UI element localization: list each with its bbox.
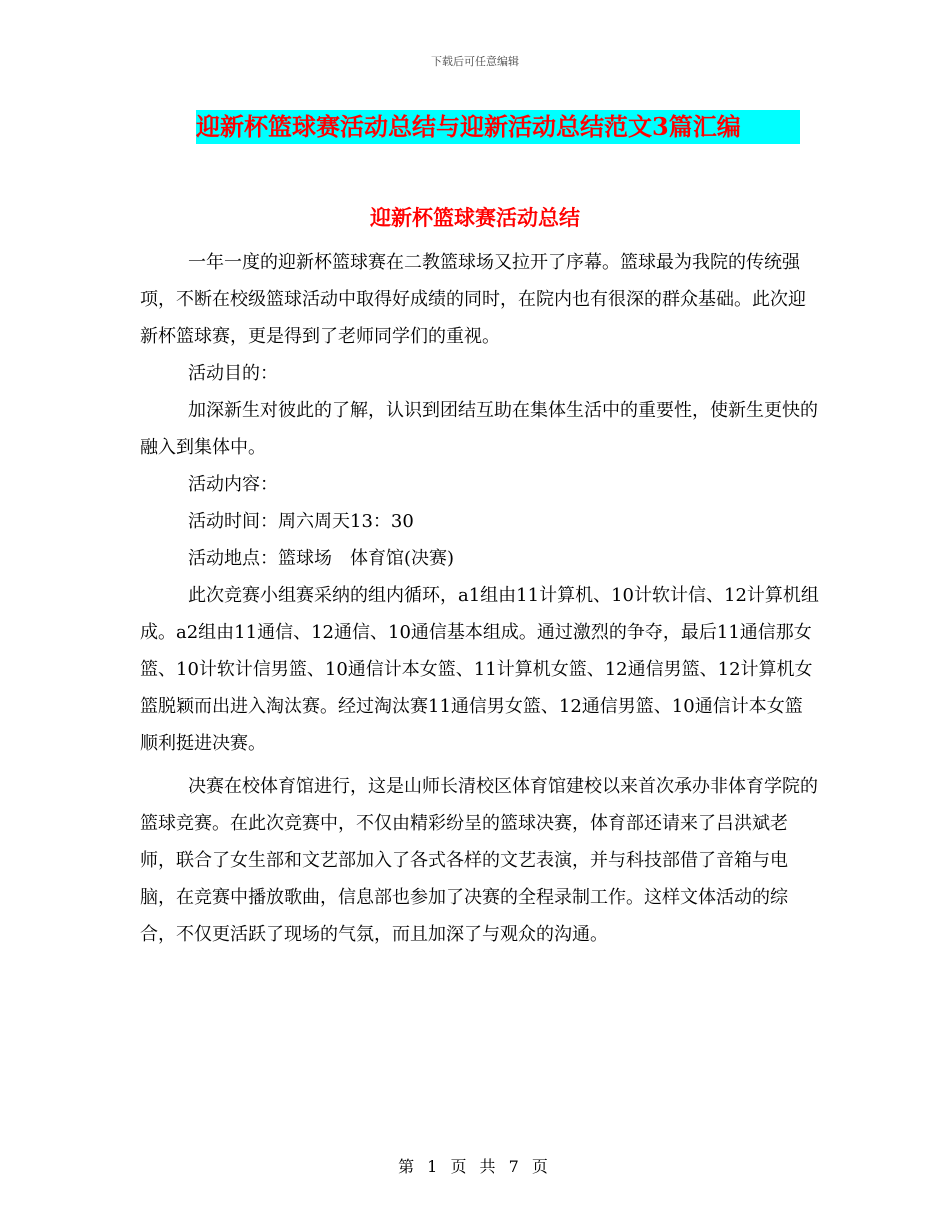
paragraph-purpose: 加深新生对彼此的了解，认识到团结互助在集体生活中的重要性，使新生更快的融入到集体中。 [140, 400, 818, 458]
paragraph-content-heading: 活动内容： [188, 474, 278, 495]
page-number: 第 1 页 共 7 页 [398, 1157, 552, 1176]
document-title: 迎新杯篮球赛活动总结与迎新活动总结范文3篇汇编 [196, 110, 800, 144]
section-title: 迎新杯篮球赛活动总结 [370, 205, 580, 230]
paragraph-intro: 一年一度的迎新杯篮球赛在二教篮球场又拉开了序幕。篮球最为我院的传统强项，不断在校级篮球活动中取得好成绩的同时，在院内也有很深的群众基础。此次迎新杯篮球赛，更是得到了老师同学们的重视。 [140, 252, 806, 347]
paragraph-group-stage: 此次竞赛小组赛采纳的组内循环，a1组由11计算机、10计软计信、12计算机组成。a2组由11通信、12通信、10通信基本组成。通过激烈的争夺，最后11通信那女篮、10计软计信男篮、10通信计本女篮、11计算机女篮、12通信男篮、12计算机女篮脱颖而出进入淘汰赛。经过淘汰赛11通信男女篮、12通信男篮、10通信计本女篮顺利挺进决赛。 [140, 585, 819, 754]
body-text [140, 244, 820, 953]
paragraph-finals: 决赛在校体育馆进行，这是山师长清校区体育馆建校以来首次承办非体育学院的篮球竞赛。在此次竞赛中，不仅由精彩纷呈的篮球决赛，体育部还请来了吕洪斌老师，联合了女生部和文艺部加入了各式各样的文艺表演，并与科技部借了音箱与电脑，在竞赛中播放歌曲，信息部也参加了决赛的全程录制工作。这样文体活动的综合，不仅更活跃了现场的气氛，而且加深了与观众的沟通。 [140, 776, 818, 945]
header-note: 下载后可任意编辑 [431, 55, 519, 68]
paragraph-location: 活动地点：篮球场 体育馆(决赛) [188, 548, 455, 569]
paragraph-time: 活动时间：周六周天13：30 [188, 511, 414, 532]
paragraph-purpose-heading: 活动目的： [188, 363, 278, 384]
